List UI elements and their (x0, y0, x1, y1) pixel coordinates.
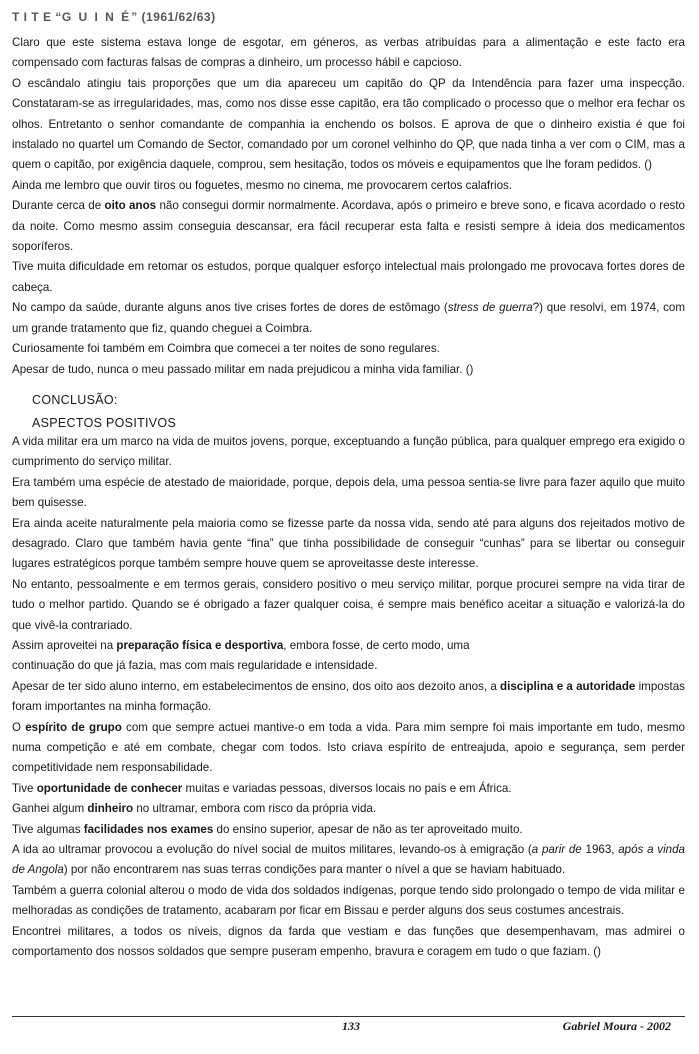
italic-text: após a vinda de Angola (12, 843, 685, 877)
paragraph (12, 575, 685, 636)
text-run: 1963, (581, 843, 619, 857)
text-run: Apesar de ter sido aluno interno, em estabelecimentos de ensino, dos oito aos dezoito anos, a (12, 679, 501, 693)
header-title: G U I N É (61, 10, 132, 24)
page-footer (12, 1016, 685, 1047)
italic-text: stress de guerra (447, 301, 533, 315)
paragraph (12, 339, 685, 359)
intro-section (12, 33, 685, 380)
paragraph (12, 799, 685, 819)
text-run: O escândalo atingiu tais proporções que um dia apareceu um capitão do QP da Intendência para fazer uma inspecção. Constataram-se as irregularidades, mas, como nos disse esse capitão, era tão complicado o processo que o melhor era fechar os olhos. Entretanto o senhor comandante de companhia ia enchendo os bolsos. E aprova de que o dinheiro existia é que foi instalado no quartel um Comando de Sector, comandado por um coronel velhinho do QP, que nada tinha a ver com o CIM, mas a quem o capitão, por exigência daquele, comprou, sem hesitação, todos os móveis e equipamentos que lhe foram pedidos. () (12, 76, 685, 172)
bold-text: disciplina e a autoridade (500, 679, 636, 693)
text-run: ) por não encontrarem nas suas terras condições para manter o nível a que se haviam habituado. (63, 863, 566, 877)
text-run: Encontrei militares, a todos os níveis, dignos da farda que vestiam e das funções que desempenhavam, mas admirei o comportamento dos nossos soldados que sempre puseram empenho, bravura e coragem em tudo o que faziam. () (12, 924, 685, 959)
paragraph (12, 881, 685, 922)
text-run: Tive muita dificuldade em retomar os estudos, porque qualquer esforço intelectual mais prolongado me provocava fortes dores de cabeça. (12, 260, 685, 294)
paragraph (12, 473, 685, 514)
text-run: no ultramar, embora com risco da própria vida. (133, 802, 377, 816)
paragraph (12, 677, 685, 718)
text-run: Era ainda aceite naturalmente pela maioria como se fizesse parte da nossa vida, sendo até para alguns dos rejeitados motivo de desagrado. Claro que também havia gente “fina” que tinha possibilidade de conseguir “cunhas” para se libertar ou conseguir lugares estratégicos porque também sempre houve quem se aproveitasse deste interesse. (12, 516, 685, 571)
paragraph (12, 74, 685, 176)
text-run: No campo da saúde, durante alguns anos tive crises fortes de dores de estômago ( (12, 301, 448, 315)
text-run: Durante cerca de (12, 199, 105, 213)
bold-text: espírito de grupo (25, 720, 122, 734)
paragraph (12, 176, 685, 196)
text-run: continuação do que já fazia, mas com mais regularidade e intensidade. (12, 659, 378, 673)
bold-text: facilidades nos exames (83, 822, 214, 836)
paragraph (12, 636, 685, 656)
text-run: muitas e variadas pessoas, diversos locais no país e em África. (182, 781, 512, 795)
heading-conclusao: CONCLUSÃO: (32, 392, 118, 407)
paragraph (12, 820, 685, 840)
header-years: ” (1961/62/63) (131, 10, 216, 24)
paragraph (12, 432, 685, 473)
text-run: O (12, 720, 26, 734)
paragraph (12, 196, 685, 257)
text-run: Ganhei algum (12, 802, 88, 816)
header-prefix: T I T E “ (12, 10, 62, 24)
paragraph (12, 33, 685, 74)
heading-aspectos-positivos: ASPECTOS POSITIVOS (32, 415, 177, 430)
page-number: 133 (342, 1019, 360, 1033)
text-run: Assim aproveitei na (12, 638, 117, 652)
paragraph (12, 257, 685, 298)
text-run: Era também uma espécie de atestado de maioridade, porque, depois dela, uma pessoa sentia-se livre para fazer aquilo que muito bem quisesse. (12, 475, 685, 510)
positives-section (12, 432, 685, 963)
paragraph (12, 514, 685, 575)
paragraph (12, 922, 685, 963)
text-run: , embora fosse, de certo modo, uma (283, 638, 470, 652)
paragraph (12, 840, 685, 881)
bold-text: preparação física e desportiva (116, 638, 284, 652)
paragraph (12, 656, 685, 676)
bold-text: dinheiro (87, 802, 134, 816)
text-run: ?) que resolvi, em 1974, com um grande tratamento que fiz, quando cheguei a Coimbra. (12, 301, 685, 335)
paragraph (12, 718, 685, 779)
text-run: Claro que este sistema estava longe de esgotar, em géneros, as verbas atribuídas para a alimentação e este facto era compensado com facturas falsas de compras a dinheiro, um processo hábil e capcioso. (12, 36, 685, 70)
text-run: com que sempre actuei mantive-o em toda a vida. Para mim sempre foi mais importante em tudo, mesmo numa competição e até em combate, chegar com todos. Isto criava espírito de entreajuda, apoio e segurança, sem perder competitividade nem responsabilidade. (12, 720, 686, 775)
text-run: A vida militar era um marco na vida de muitos jovens, porque, exceptuando a função pública, para qualquer emprego era exigido o cumprimento do serviço militar. (12, 434, 685, 469)
bold-text: oportunidade de conhecer (36, 781, 183, 795)
text-run: Tive (12, 781, 37, 795)
bold-text: oito anos (104, 199, 157, 213)
text-run: do ensino superior, apesar de não as ter aproveitado muito. (213, 822, 523, 836)
text-run: Tive algumas (12, 822, 84, 836)
document-page (12, 10, 685, 962)
text-run: Curiosamente foi também em Coimbra que comecei a ter noites de sono regulares. (12, 342, 440, 356)
text-run: não consegui dormir normalmente. Acordava, após o primeiro e breve sono, e ficava acordado o resto da noite. Como mesmo assim conseguia descansar, era fácil recuperar esta falta e resisti sempre à ideia dos medicamentos soporíferos. (12, 199, 685, 254)
text-run: Ainda me lembro que ouvir tiros ou foguetes, mesmo no cinema, me provocarem certos calafrios. (12, 178, 513, 192)
paragraph (12, 298, 685, 339)
footer-author: Gabriel Moura - 2002 (562, 1019, 671, 1033)
text-run: Apesar de tudo, nunca o meu passado militar em nada prejudicou a minha vida familiar. () (12, 362, 474, 376)
italic-text: a parir de (531, 843, 582, 857)
text-run: impostas foram importantes na minha formação. (12, 679, 685, 714)
running-header (12, 10, 685, 24)
paragraph (12, 360, 685, 380)
text-run: No entanto, pessoalmente e em termos gerais, considero positivo o meu serviço militar, porque procurei sempre na vida tirar de tudo o melhor partido. Quando se é obrigado a fazer qualquer coisa, é sempre mais benéfico aceitar a situação e valorizá-la do que vivê-la contrariado. (12, 577, 685, 632)
text-run: A ida ao ultramar provocou a evolução do nível social de muitos militares, levando-os à emigração ( (12, 843, 532, 857)
text-run: Também a guerra colonial alterou o modo de vida dos soldados indígenas, porque tendo sido prolongado o tempo de vida militar e melhoradas as condições de tratamento, acabaram por ficar em Bissau e perder alguns dos seus costumes ancestrais. (12, 883, 685, 918)
paragraph (12, 779, 685, 799)
